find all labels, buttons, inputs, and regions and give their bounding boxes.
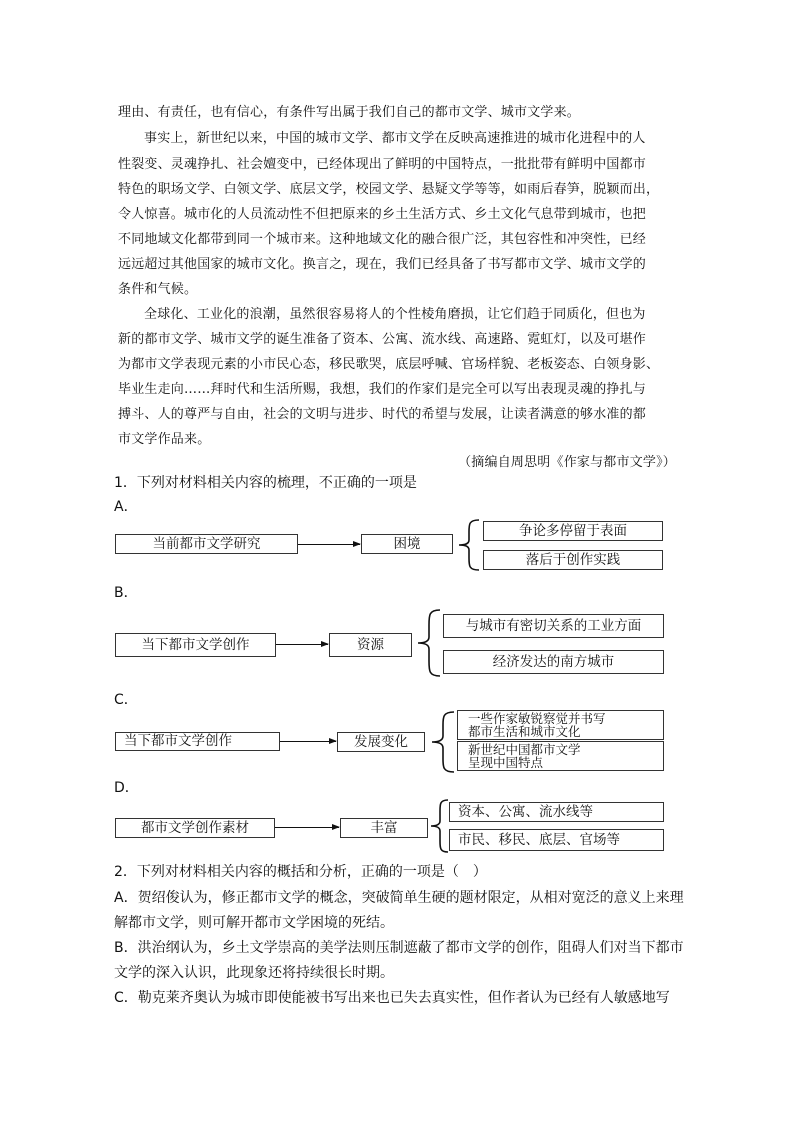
question-2-option-a-line: 解都市文学，则可解开都市文学困境的死结。 bbox=[114, 915, 394, 931]
option-b-arrow bbox=[276, 644, 328, 645]
option-c-top-box bbox=[457, 710, 664, 740]
passage-source: （摘编自周思明《作家与都市文学》） bbox=[458, 455, 676, 470]
passage-line: 远远超过其他国家的城市文化。换言之，现在，我们已经具备了书写都市文学、城市文学的 bbox=[118, 257, 647, 272]
question-1-stem: 1．下列对材料相关内容的梳理，不正确的一项是 bbox=[114, 475, 417, 491]
passage-line: 理由、有责任，也有信心，有条件写出属于我们自己的都市文学、城市文学来。 bbox=[118, 105, 581, 120]
option-c-label[interactable]: C． bbox=[114, 692, 138, 708]
option-b-top-box: 与城市有密切关系的工业方面 bbox=[443, 614, 664, 638]
option-c-top-line1: 一些作家敏锐察觉并书写 bbox=[468, 711, 606, 726]
option-c-arrow bbox=[280, 741, 336, 742]
option-c-bottom-line1: 新世纪中国都市文学 bbox=[468, 742, 581, 757]
passage-line: 毕业生走向……拜时代和生活所赐，我想，我们的作家们是完全可以写出表现灵魂的挣扎与 bbox=[118, 382, 647, 397]
option-d-brace bbox=[428, 798, 450, 854]
option-d-mid-box: 丰富 bbox=[340, 818, 428, 838]
option-d-label[interactable]: D． bbox=[114, 780, 139, 796]
option-d-left-box: 都市文学创作素材 bbox=[115, 818, 275, 838]
question-2-option-a-line[interactable]: A．贺绍俊认为，修正都市文学的概念，突破简单生硬的题材限定，从相对宽泛的意义上来理 bbox=[114, 890, 684, 906]
option-c-bottom-box bbox=[457, 741, 664, 771]
option-d-top-box: 资本、公寓、流水线等 bbox=[449, 802, 664, 822]
option-b-left-box: 当下都市文学创作 bbox=[115, 633, 276, 657]
option-a-bottom-box: 落后于创作实践 bbox=[483, 550, 663, 570]
passage-line: 性裂变、灵魂挣扎、社会嬗变中，已经体现出了鲜明的中国特点，一批批带有鲜明中国都市 bbox=[118, 157, 647, 172]
question-2-stem: 2．下列对材料相关内容的概括和分析，正确的一项是（ ） bbox=[114, 864, 487, 880]
option-a-top-box: 争论多停留于表面 bbox=[483, 521, 663, 541]
passage-line: 事实上，新世纪以来，中国的城市文学、都市文学在反映高速推进的城市化进程中的人 bbox=[144, 131, 646, 146]
passage-line: 为都市文学表现元素的小市民心态，移民歌哭，底层呼喊、官场样貌、老板姿态、白领身影、 bbox=[118, 357, 660, 372]
question-2-option-b-line[interactable]: B．洪治纲认为，乡土文学崇高的美学法则压制遮蔽了都市文学的创作，阻碍人们对当下都市 bbox=[114, 940, 684, 956]
passage-line: 条件和气候。 bbox=[118, 282, 198, 297]
option-b-brace bbox=[414, 608, 442, 678]
option-c-bottom-line2: 呈现中国特点 bbox=[468, 755, 544, 770]
option-a-mid-box: 困境 bbox=[361, 534, 453, 554]
option-d-arrow bbox=[275, 827, 339, 828]
passage-line: 特色的职场文学、白领文学、底层文学，校园文学、悬疑文学等等，如雨后春笋，脱颖而出， bbox=[118, 182, 660, 197]
option-d-bottom-box: 市民、移民、底层、官场等 bbox=[449, 829, 664, 851]
passage-line: 令人惊喜。城市化的人员流动性不但把原来的乡土生活方式、乡土文化气息带到城市，也把 bbox=[118, 207, 647, 222]
passage-line: 全球化、工业化的浪潮，虽然很容易将人的个性棱角磨损，让它们趋于同质化，但也为 bbox=[144, 307, 646, 322]
passage-line: 新的都市文学、城市文学的诞生准备了资本、公寓、流水线、高速路、霓虹灯，以及可堪作 bbox=[118, 332, 647, 347]
option-b-mid-box: 资源 bbox=[329, 633, 412, 657]
option-c-mid-box: 发展变化 bbox=[337, 732, 425, 752]
option-c-left-box: 当下都市文学创作 bbox=[115, 732, 280, 751]
passage-line: 搏斗、人的尊严与自由，社会的文明与进步、时代的希望与发展，让读者满意的够水准的都 bbox=[118, 407, 647, 422]
option-b-label[interactable]: B． bbox=[114, 585, 138, 601]
question-2-option-c-line[interactable]: C．勒克莱齐奥认为城市即使能被书写出来也已失去真实性，但作者认为已经有人敏感地写 bbox=[114, 990, 670, 1006]
option-a-left-box: 当前都市文学研究 bbox=[115, 534, 298, 554]
passage-line: 不同地域文化都带到同一个城市来。这种地域文化的融合很广泛，其包容性和冲突性，已经 bbox=[118, 232, 647, 247]
option-c-brace bbox=[428, 710, 456, 774]
question-2-option-b-line: 文学的深入认识，此现象还将持续很长时期。 bbox=[114, 965, 394, 981]
option-c-top-line2: 都市生活和城市文化 bbox=[468, 724, 581, 739]
passage-line: 市文学作品来。 bbox=[118, 432, 211, 447]
option-a-arrow bbox=[298, 544, 360, 545]
option-a-brace bbox=[455, 518, 481, 572]
option-b-bottom-box: 经济发达的南方城市 bbox=[443, 650, 664, 674]
option-a-label[interactable]: A． bbox=[114, 499, 138, 515]
